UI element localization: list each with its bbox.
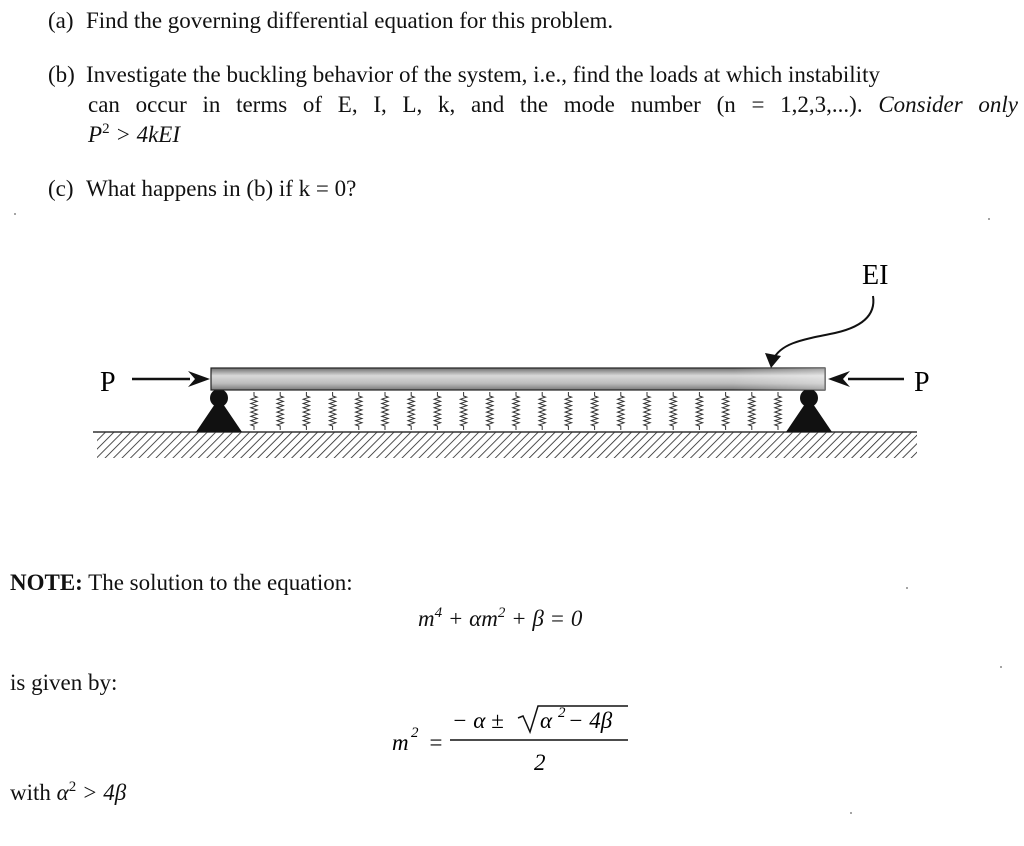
beam-figure <box>0 240 1024 480</box>
scan-speck <box>988 218 990 220</box>
foundation-spring <box>565 392 571 430</box>
scan-speck <box>1000 666 1002 668</box>
left-pin-support <box>196 389 242 432</box>
foundation-spring <box>722 392 728 430</box>
question-a-label: (a) <box>48 8 74 33</box>
ground-hatch <box>97 432 917 458</box>
stiffness-pointer <box>765 296 873 368</box>
scan-speck <box>850 812 852 814</box>
equals-sign: = <box>428 730 444 755</box>
question-c-label: (c) <box>48 176 74 201</box>
question-b-line1: Investigate the buckling behavior of the system, i.e., find the loads at which instability <box>86 62 880 87</box>
foundation-spring <box>539 392 545 430</box>
numerator-prefix: − α ± <box>452 708 504 733</box>
foundation-spring <box>775 392 781 430</box>
question-c-text: What happens in (b) if k = 0? <box>86 176 357 201</box>
foundation-spring <box>696 392 702 430</box>
foundation-spring <box>591 392 597 430</box>
foundation-spring <box>644 392 650 430</box>
foundation-spring <box>408 392 414 430</box>
foundation-spring <box>749 392 755 430</box>
radicand-alpha: α <box>540 708 553 733</box>
foundation-spring <box>251 392 257 430</box>
discriminant-condition: with $\alpha^2 > 4\beta$ <box>10 779 127 805</box>
foundation-spring <box>277 392 283 430</box>
question-b-condition: $P^2 > 4kEI$ <box>88 121 180 147</box>
question-b-consider: Consider only <box>878 92 1018 117</box>
note-heading: NOTE: <box>10 570 83 595</box>
left-load-label: P <box>100 367 116 398</box>
denominator: 2 <box>534 750 546 775</box>
foundation-spring <box>487 392 493 430</box>
note-line <box>10 570 353 596</box>
question-a-text: Find the governing differential equation for this problem. <box>86 8 614 33</box>
right-pin-support <box>786 389 832 432</box>
characteristic-equation: $m^4 + \alpha m^2 + \beta = 0$ <box>418 605 583 631</box>
foundation-spring <box>618 392 624 430</box>
foundation-spring <box>303 392 309 430</box>
quadratic-solution <box>392 700 642 780</box>
foundation-spring <box>356 392 362 430</box>
scan-speck <box>906 587 908 589</box>
foundation-spring <box>670 392 676 430</box>
right-load-arrow <box>828 371 904 387</box>
scan-speck <box>14 213 16 215</box>
note-text: The solution to the equation: <box>82 570 353 595</box>
beam-shine <box>211 368 825 390</box>
lhs-m: m <box>392 730 409 755</box>
foundation-spring <box>329 392 335 430</box>
foundation-spring <box>434 392 440 430</box>
radicand-exp: 2 <box>558 705 566 721</box>
question-b-label: (b) <box>48 62 75 87</box>
lhs-exp: 2 <box>411 725 419 741</box>
elastic-foundation <box>251 392 781 430</box>
given-by-text: is given by: <box>10 670 118 695</box>
question-a <box>48 6 613 36</box>
question-c <box>48 174 356 204</box>
foundation-spring <box>513 392 519 430</box>
foundation-spring <box>382 392 388 430</box>
quadratic-solution-graphic <box>392 700 642 780</box>
stiffness-label: EI <box>862 260 889 291</box>
right-load-label: P <box>914 367 930 398</box>
foundation-spring <box>460 392 466 430</box>
left-load-arrow <box>132 371 210 387</box>
question-b-line2: can occur in terms of E, I, L, k, and the mode number (n = 1,2,3,...). <box>88 92 863 117</box>
radicand-rest: − 4β <box>568 708 613 733</box>
